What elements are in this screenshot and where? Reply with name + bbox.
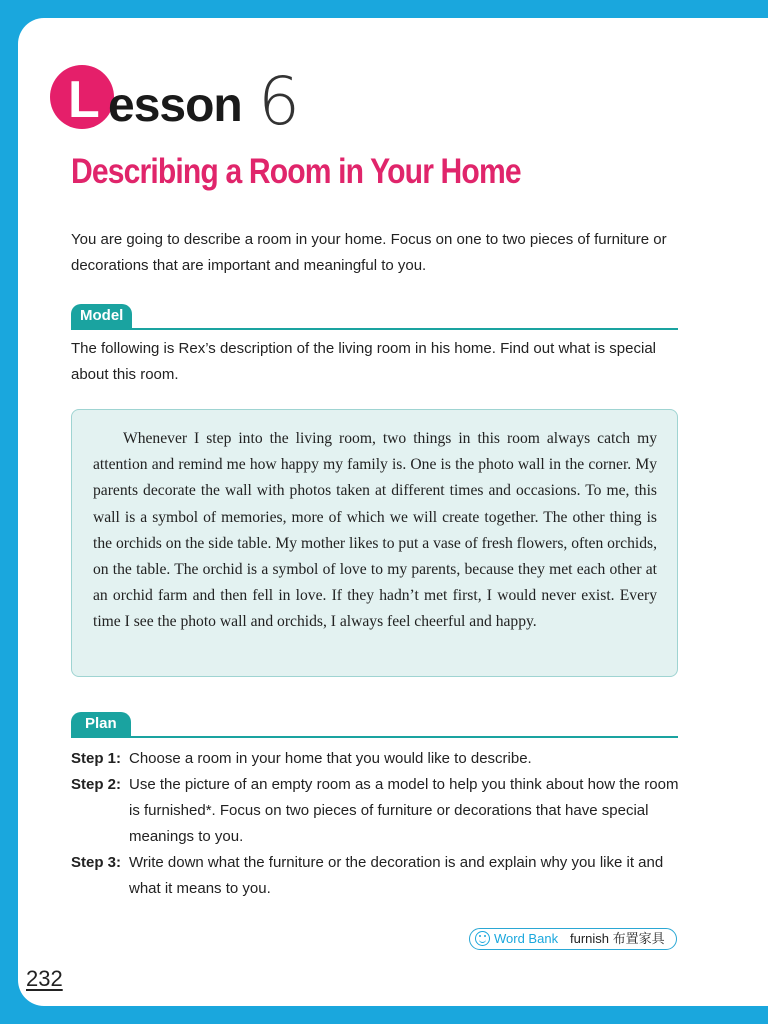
- model-divider: [71, 328, 678, 330]
- lesson-number: 6: [258, 63, 300, 140]
- model-section-header: [71, 304, 678, 330]
- plan-section-header: [71, 712, 678, 738]
- step-label: Step 2:: [71, 776, 122, 793]
- word-bank-entry: furnish 布置家具: [570, 931, 665, 946]
- plan-step: [71, 850, 681, 902]
- step-text: Use the picture of an empty room as a model to help you think about how the room is furnished*. Focus on two pieces of furniture or decorations that have special meanings to you.: [129, 776, 679, 845]
- plan-step: [71, 772, 681, 850]
- word-bank-label: Word Bank: [494, 931, 559, 946]
- page-title: Describing a Room in Your Home: [71, 152, 521, 191]
- step-label: Step 1:: [71, 750, 122, 767]
- step-label: Step 3:: [71, 854, 122, 871]
- model-instruction: The following is Rex’s description of the living room in his home. Find out what is special about this room.: [71, 340, 656, 383]
- plan-label: Plan: [71, 712, 131, 736]
- page-number: 232: [26, 966, 63, 991]
- plan-step: [71, 746, 681, 772]
- model-passage: Whenever I step into the living room, two things in this room always catch my attention and remind me how happy my family is. One is the photo wall in the corner. My parents decorate the wall with photos taken at different times and occasions. To me, this wall is a symbol of memories, more of which we will create together. The other thing is the orchids on the side table. My mother likes to put a vase of fresh flowers, often orchids, on the table. The orchid is a symbol of love to my parents, because they met each other at an orchid farm and then fell in love. If they hadn’t met first, I would never exist. Every time I see the photo wall and orchids, I always feel cheerful and happy.: [93, 430, 657, 631]
- lesson-initial: L: [68, 71, 100, 129]
- smiley-icon: [475, 931, 490, 946]
- intro-text: You are going to describe a room in your home. Focus on one to two pieces of furniture or decorations that are important and meaningful to you.: [71, 231, 667, 274]
- step-text: Choose a room in your home that you would like to describe.: [129, 750, 532, 767]
- word-bank: [469, 928, 677, 950]
- plan-divider: [71, 736, 678, 738]
- model-label: Model: [71, 304, 132, 328]
- lesson-word: esson: [108, 79, 242, 132]
- step-text: Write down what the furniture or the decoration is and explain why you like it and what it means to you.: [129, 854, 664, 897]
- model-passage-box: [71, 409, 678, 677]
- plan-steps: [71, 746, 681, 902]
